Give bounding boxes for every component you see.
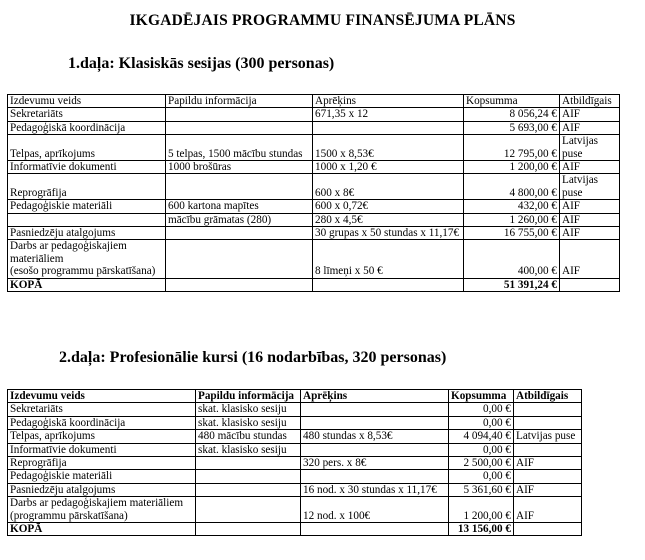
total-row [8, 523, 582, 536]
cell-total: 4 800,00 € [464, 174, 560, 200]
cell-responsible: AIF [560, 240, 620, 278]
cell-responsible [560, 278, 620, 291]
cell-expense-type: Sekretariāts [8, 403, 196, 416]
cell-responsible [514, 416, 582, 429]
cell-responsible: AIF [560, 108, 620, 121]
cell-calculation: 1000 x 1,20 € [313, 161, 464, 174]
table-row [8, 135, 620, 161]
cell-expense-type: Pedagoģiskie materiāli [8, 470, 196, 483]
cell-total: 16 755,00 € [464, 227, 560, 240]
table-row [8, 483, 582, 496]
header-responsible: Atbildīgais [560, 95, 620, 108]
table-row [8, 161, 620, 174]
cell-expense-type: Pedagoģiskā koordinācija [8, 416, 196, 429]
cell-total: 1 260,00 € [464, 213, 560, 226]
cell-calculation: 671,35 x 12 [313, 108, 464, 121]
cell-expense-type: Reprogrāfija [8, 457, 196, 470]
total-value: 51 391,24 € [464, 278, 560, 291]
cell-additional-info [196, 470, 301, 483]
cell-additional-info [196, 457, 301, 470]
cell-responsible [514, 403, 582, 416]
header-calculation: Aprēķins [313, 95, 464, 108]
cell-additional-info [166, 174, 313, 200]
table-header-row [8, 390, 582, 403]
cell-calculation [301, 523, 449, 536]
table-row [8, 443, 582, 456]
cell-additional-info [166, 227, 313, 240]
table-row [8, 227, 620, 240]
cell-additional-info: 480 mācību stundas [196, 430, 301, 443]
cell-total: 5 361,60 € [449, 483, 514, 496]
cell-total: 0,00 € [449, 443, 514, 456]
cell-expense-type: Pedagoģiskā koordinācija [8, 121, 166, 134]
section-1-title: 1.daļa: Klasiskās sesijas (300 personas) [68, 55, 335, 72]
cell-responsible: AIF [514, 497, 582, 523]
cell-additional-info: 5 telpas, 1500 mācību stundas [166, 135, 313, 161]
cell-expense-type: Darbs ar pedagoģiskajiem materiāliem (esošo programmu pārskatīšana) [8, 240, 166, 278]
table-row [8, 403, 582, 416]
cell-total: 432,00 € [464, 200, 560, 213]
cell-additional-info: skat. klasisko sesiju [196, 443, 301, 456]
table-row [8, 457, 582, 470]
cell-expense-type: Informatīvie dokumenti [8, 443, 196, 456]
section-2-title: 2.daļa: Profesionālie kursi (16 nodarbības, 320 personas) [59, 349, 447, 366]
cell-responsible [514, 470, 582, 483]
cell-additional-info [196, 523, 301, 536]
cell-additional-info [196, 483, 301, 496]
cell-responsible: AIF [560, 121, 620, 134]
cell-calculation: 30 grupas x 50 stundas x 11,17€ [313, 227, 464, 240]
cell-total: 400,00 € [464, 240, 560, 278]
total-value: 13 156,00 € [449, 523, 514, 536]
table-row [8, 200, 620, 213]
cell-expense-type: Sekretariāts [8, 108, 166, 121]
table-row [8, 470, 582, 483]
page-title: IKGADĒJAIS PROGRAMMU FINANSĒJUMA PLĀNS [129, 12, 516, 29]
cell-calculation: 280 x 4,5€ [313, 213, 464, 226]
cell-calculation [301, 416, 449, 429]
cell-responsible [514, 443, 582, 456]
cell-additional-info: 1000 brošūras [166, 161, 313, 174]
header-calculation: Aprēķins [301, 390, 449, 403]
header-expense-type: Izdevumu veids [8, 95, 166, 108]
table-row [8, 108, 620, 121]
table-row [8, 430, 582, 443]
cell-total: 1 200,00 € [449, 497, 514, 523]
cell-total: 4 094,40 € [449, 430, 514, 443]
cell-calculation: 8 līmeņi x 50 € [313, 240, 464, 278]
cell-responsible: AIF [560, 227, 620, 240]
cell-calculation [313, 121, 464, 134]
cell-calculation: 480 stundas x 8,53€ [301, 430, 449, 443]
cell-additional-info [166, 108, 313, 121]
header-total: Kopsumma [464, 95, 560, 108]
cell-total: 8 056,24 € [464, 108, 560, 121]
cell-total: 12 795,00 € [464, 135, 560, 161]
cell-expense-type: Pasniedzēju atalgojums [8, 227, 166, 240]
cell-additional-info: skat. klasisko sesiju [196, 403, 301, 416]
cell-responsible: AIF [560, 213, 620, 226]
cell-expense-type: Telpas, aprīkojums [8, 135, 166, 161]
header-expense-type: Izdevumu veids [8, 390, 196, 403]
cell-expense-type [8, 213, 166, 226]
cell-calculation [301, 403, 449, 416]
table-row [8, 121, 620, 134]
total-label: KOPĀ [8, 278, 166, 291]
cell-calculation [301, 443, 449, 456]
cell-expense-type: Darbs ar pedagoģiskajiem materiāliem (programmu pārskatīšana) [8, 497, 196, 523]
cell-calculation: 320 pers. x 8€ [301, 457, 449, 470]
cell-responsible: AIF [560, 161, 620, 174]
cell-total: 0,00 € [449, 403, 514, 416]
cell-responsible: AIF [514, 483, 582, 496]
cell-responsible [514, 523, 582, 536]
cell-expense-type: Reprogrāfija [8, 174, 166, 200]
cell-responsible: Latvijas puse [560, 174, 620, 200]
cell-total: 1 200,00 € [464, 161, 560, 174]
table-header-row [8, 95, 620, 108]
cell-calculation [313, 278, 464, 291]
cell-expense-type: Informatīvie dokumenti [8, 161, 166, 174]
cell-responsible: AIF [514, 457, 582, 470]
cell-calculation: 16 nod. x 30 stundas x 11,17€ [301, 483, 449, 496]
cell-expense-type: Telpas, aprīkojums [8, 430, 196, 443]
cell-expense-type: Pasniedzēju atalgojums [8, 483, 196, 496]
header-responsible: Atbildīgais [514, 390, 582, 403]
cell-additional-info [196, 497, 301, 523]
cell-additional-info [166, 240, 313, 278]
cell-total: 0,00 € [449, 470, 514, 483]
total-label: KOPĀ [8, 523, 196, 536]
cell-additional-info: 600 kartona mapītes [166, 200, 313, 213]
classic-sessions-table [7, 94, 620, 292]
table-row [8, 174, 620, 200]
professional-courses-table [7, 389, 582, 536]
cell-calculation: 1500 x 8,53€ [313, 135, 464, 161]
cell-responsible: Latvijas puse [514, 430, 582, 443]
cell-total: 0,00 € [449, 416, 514, 429]
cell-additional-info [166, 278, 313, 291]
table-row [8, 240, 620, 278]
table-row [8, 497, 582, 523]
cell-calculation: 600 x 0,72€ [313, 200, 464, 213]
cell-responsible: AIF [560, 200, 620, 213]
cell-additional-info [166, 121, 313, 134]
cell-additional-info: mācību grāmatas (280) [166, 213, 313, 226]
cell-total: 5 693,00 € [464, 121, 560, 134]
cell-responsible: Latvijas puse [560, 135, 620, 161]
cell-additional-info: skat. klasisko sesiju [196, 416, 301, 429]
total-row [8, 278, 620, 291]
header-additional-info: Papildu informācija [166, 95, 313, 108]
header-total: Kopsumma [449, 390, 514, 403]
cell-calculation: 600 x 8€ [313, 174, 464, 200]
table-row [8, 213, 620, 226]
table-row [8, 416, 582, 429]
cell-total: 2 500,00 € [449, 457, 514, 470]
cell-calculation [301, 470, 449, 483]
cell-calculation: 12 nod. x 100€ [301, 497, 449, 523]
cell-expense-type: Pedagoģiskie materiāli [8, 200, 166, 213]
header-additional-info: Papildu informācija [196, 390, 301, 403]
